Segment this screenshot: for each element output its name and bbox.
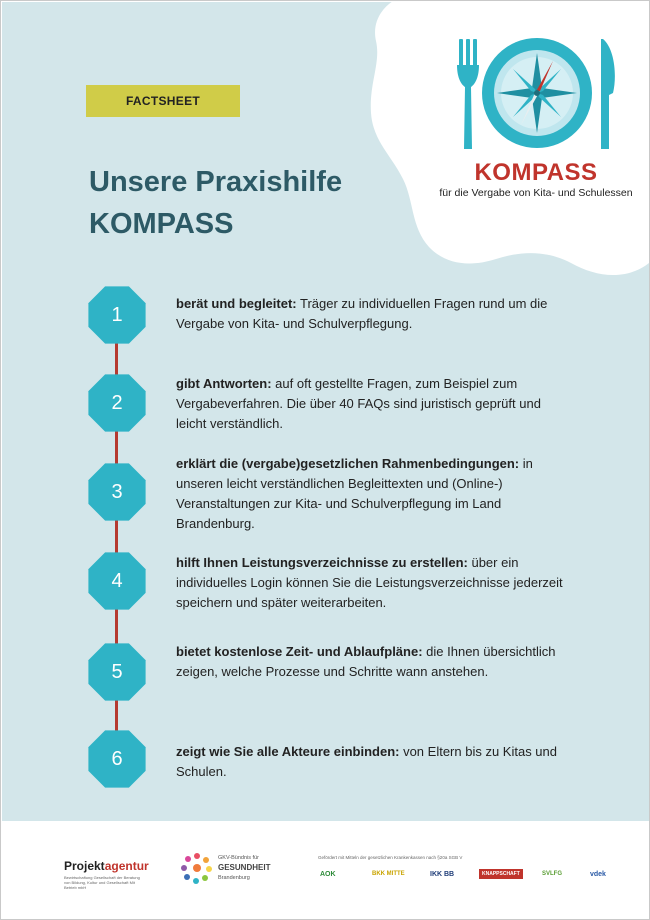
title-line-2: KOMPASS — [89, 208, 234, 240]
partner-logo-ikk: IKK BB — [430, 871, 455, 878]
projektagentur-name-b: agentur — [104, 859, 149, 873]
gkv-dots-icon — [180, 851, 214, 885]
logo-subtitle: für die Vergabe von Kita- und Schulessen — [439, 187, 633, 199]
fork-icon — [457, 39, 479, 149]
step-description: in unseren leicht verständlichen Begleittexten und (Online-) Veranstaltungen zur Kita- und Schulverpflegung im Land Brandenburg. — [176, 456, 533, 531]
step-lead: gibt Antworten: — [176, 376, 272, 391]
title-line-1: Unsere Praxishilfe — [89, 166, 343, 198]
compass-plate-icon — [482, 38, 592, 148]
partner-logo-vdek: vdek — [590, 871, 606, 878]
partner-logo-svlfg: SVLFG — [542, 871, 563, 877]
knife-icon — [601, 39, 615, 149]
step-lead: berät und begleitet: — [176, 296, 297, 311]
logo-title: KOMPASS — [474, 159, 598, 186]
step-number: 2 — [111, 391, 123, 414]
step-badge-2 — [86, 372, 148, 434]
step-number: 4 — [111, 569, 123, 592]
partner-logo-aok: AOK — [320, 871, 336, 878]
step-text-6 — [176, 742, 566, 782]
step-description: auf oft gestellte Fragen, zum Beispiel zum Vergabeverfahren. Die über 40 FAQs sind juristisch geprüft und leicht verständlich. — [176, 376, 541, 431]
step-number: 3 — [111, 480, 123, 503]
step-text-1 — [176, 294, 566, 334]
step-number: 5 — [111, 660, 123, 683]
step-lead: erklärt die (vergabe)gesetzlichen Rahmenbedingungen: — [176, 456, 520, 471]
step-text-5 — [176, 642, 566, 682]
step-number: 1 — [111, 303, 123, 326]
step-badge-3 — [86, 461, 148, 523]
step-badge-5 — [86, 641, 148, 703]
step-description: Träger zu individuellen Fragen rund um die Vergabe von Kita- und Schulverpflegung. — [176, 296, 548, 331]
partner-logo-knappschaft: KNAPPSCHAFT — [479, 869, 523, 879]
step-description: die Ihnen übersichtlich zeigen, welche Prozesse und Schritte wann anstehen. — [176, 644, 556, 679]
projektagentur-name-a: Projekt — [64, 859, 105, 873]
step-badge-6 — [86, 728, 148, 790]
step-badge-4 — [86, 550, 148, 612]
factsheet-badge: FACTSHEET — [86, 85, 240, 117]
step-number: 6 — [111, 747, 123, 770]
step-text-4 — [176, 553, 566, 613]
step-description: von Eltern bis zu Kitas und Schulen. — [176, 744, 557, 779]
step-lead: hilft Ihnen Leistungsverzeichnisse zu erstellen: — [176, 555, 468, 570]
gkv-line-2: GESUNDHEIT — [218, 863, 271, 872]
step-description: über ein individuelles Login können Sie die Leistungsverzeichnisse jederzeit speichern und später weiterarbeiten. — [176, 555, 563, 610]
step-lead: bietet kostenlose Zeit- und Ablaufpläne: — [176, 644, 423, 659]
projektagentur-logo — [64, 859, 149, 890]
gkv-line-3: Brandenburg — [218, 875, 250, 881]
funding-note: Gefördert mit Mitteln der gesetzlichen Krankenkassen nach §20a SGB V — [318, 855, 463, 860]
projektagentur-small: Bewirtschaftung Gesellschaft der Beratung von Bildung, Kultur und Gesellschaft Mit Betrieb mbH — [64, 875, 140, 890]
step-lead: zeigt wie Sie alle Akteure einbinden: — [176, 744, 400, 759]
step-text-2 — [176, 374, 566, 434]
gkv-line-1: GKV-Bündnis für — [218, 855, 259, 861]
partner-logo-bkk: BKK MITTE — [372, 871, 405, 877]
step-text-3 — [176, 454, 566, 534]
step-badge-1 — [86, 284, 148, 346]
page-title — [89, 161, 342, 245]
footer — [2, 821, 649, 919]
gkv-logo — [180, 851, 271, 890]
